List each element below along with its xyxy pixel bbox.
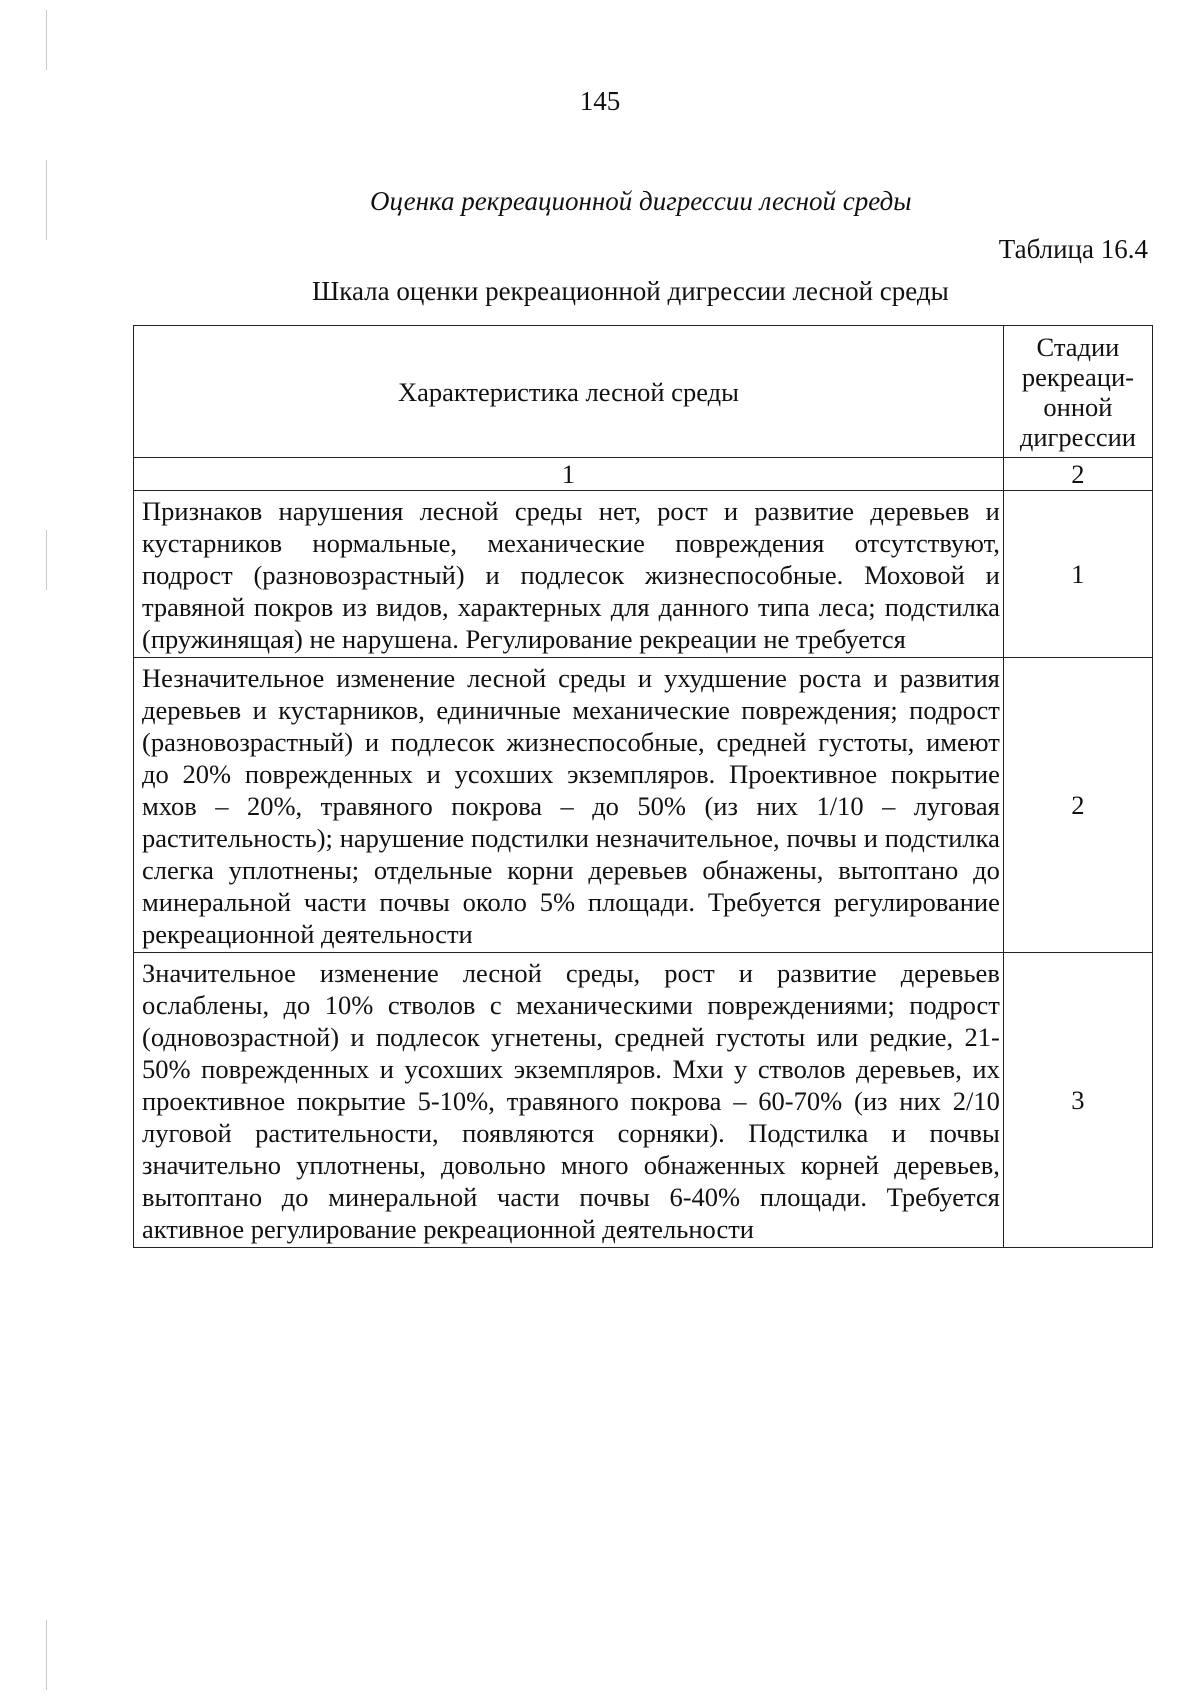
table-row xyxy=(134,658,1153,953)
column-number-row xyxy=(134,458,1153,491)
column-number: 1 xyxy=(134,458,1004,491)
scan-margin-line xyxy=(46,160,47,240)
row-description: Незначительное изменение лесной среды и ухудшение роста и развития деревьев и кустарников, единичные механические повреждения; подрост (разновозрастный) и подлесок жизнеспособные, средней густоты, имеют до 20% поврежденных и усохших экземпляров. Проективное покрытие мхов – 20%, травяного покрова – до 50% (из них 1/10 – луговая растительность); нарушение подстилки незначительное, почвы и подстилка слегка уплотнены; отдельные корни деревьев обнажены, вытоптано до минеральной части почвы около 5% площади. Требуется регулирование рекреационной деятельности xyxy=(134,658,1004,953)
scan-margin-line xyxy=(46,10,47,70)
scan-margin-line xyxy=(46,530,47,590)
row-description: Признаков нарушения лесной среды нет, рост и развитие деревьев и кустарников нормальные, механические повреждения отсутствуют, подрост (разновозрастный) и подлесок жизнеспособные. Моховой и травяной покров из видов, характерных для данного типа леса; подстилка (пружинящая) не нарушена. Регулирование рекреации не требуется xyxy=(134,491,1004,658)
section-title: Оценка рекреационной дигрессии лесной среды xyxy=(370,186,912,216)
table-caption: Шкала оценки рекреационной дигрессии лесной среды xyxy=(312,276,949,306)
scan-margin-line xyxy=(46,1620,47,1690)
column-number: 2 xyxy=(1003,458,1152,491)
row-description: Значительное изменение лесной среды, рост и развитие деревьев ослаблены, до 10% стволов с механическими повреждениями; подрост (одновозрастной) и подлесок угнетены, средней густоты или редкие, 21-50% поврежденных и усохших экземпляров. Мхи у стволов деревьев, их проективное покрытие 5-10%, травяного покрова – 60-70% (из них 2/10 луговой растительности, появляются сорняки). Подстилка и почвы значительно уплотнены, довольно много обнаженных корней деревьев, вытоптано до минеральной части почвы 6-40% площади. Требуется активное регулирование рекреационной деятельности xyxy=(134,953,1004,1248)
digression-scale-table xyxy=(133,325,1153,1248)
header-stage: Стадии рекреаци-онной дигрессии xyxy=(1003,326,1152,458)
row-stage: 1 xyxy=(1003,491,1152,658)
table-row xyxy=(134,491,1153,658)
row-stage: 2 xyxy=(1003,658,1152,953)
table-row xyxy=(134,953,1153,1248)
table-number: Таблица 16.4 xyxy=(998,234,1148,264)
header-description: Характеристика лесной среды xyxy=(134,326,1004,458)
page-number: 145 xyxy=(579,86,621,116)
table-header-row xyxy=(134,326,1153,458)
row-stage: 3 xyxy=(1003,953,1152,1248)
